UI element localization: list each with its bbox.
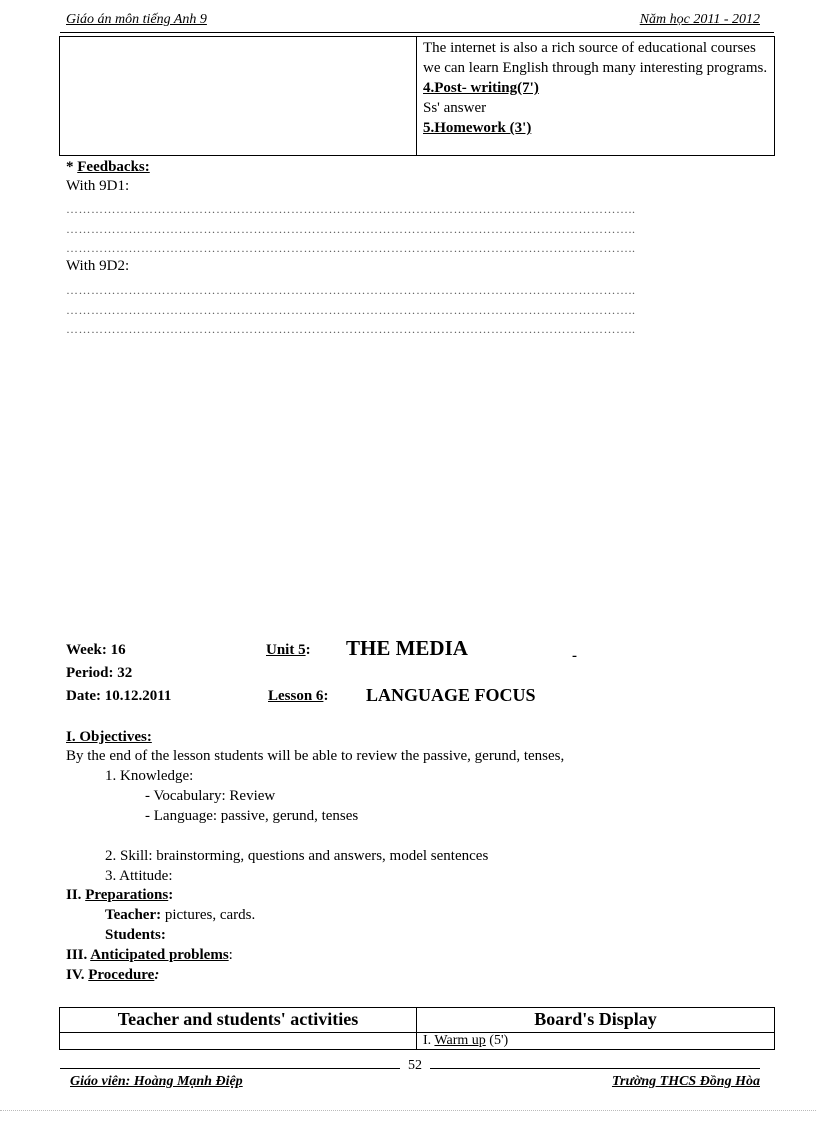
preparations-num: II. <box>66 887 86 903</box>
header-school-year: Năm học 2011 - 2012 <box>639 12 760 27</box>
procedure-table <box>59 1007 775 1050</box>
ss-answer-text: Ss' answer <box>423 100 487 116</box>
header-subject: Giáo án môn tiếng Anh 9 <box>66 12 207 27</box>
feedbacks-heading <box>66 159 150 176</box>
preparations-heading <box>66 887 173 904</box>
teacher-label: Teacher: <box>105 907 162 923</box>
unit-colon: : <box>305 642 311 658</box>
anticipated-heading <box>66 947 233 964</box>
attitude-item: 3. Attitude: <box>105 868 173 884</box>
top-table-right-cell <box>417 37 775 156</box>
lesson-line <box>268 688 328 705</box>
warm-up-time: (5') <box>485 1033 509 1048</box>
warm-up-title: Warm up <box>434 1033 486 1048</box>
page-bottom-border <box>0 1110 816 1111</box>
dotted-line: ……………………………………………………………………………………………………………………….. <box>66 283 636 297</box>
dotted-line: ……………………………………………………………………………………………………………………….. <box>66 322 636 336</box>
objectives-intro: By the end of the lesson students will be able to review the passive, gerund, tenses, <box>66 748 565 764</box>
dotted-line: ……………………………………………………………………………………………………………………….. <box>66 241 636 255</box>
footer-divider-left <box>60 1068 400 1069</box>
internet-text: The internet is also a rich source of educational courses we can learn English through many interesting programs. <box>423 40 768 76</box>
dotted-line: ……………………………………………………………………………………………………………………….. <box>66 222 636 236</box>
header-divider <box>60 32 774 33</box>
students-prep: Students: <box>105 927 166 943</box>
lesson-colon: : <box>323 688 329 704</box>
top-activities-table <box>59 36 775 156</box>
language-item: - Language: passive, gerund, tenses <box>145 808 359 824</box>
teacher-value: pictures, cards. <box>161 907 256 923</box>
anticipated-colon: : <box>228 947 233 963</box>
vocabulary-item: - Vocabulary: Review <box>145 788 276 804</box>
preparations-title: Preparations <box>85 887 169 903</box>
anticipated-num: III. <box>66 947 91 963</box>
lesson-label: Lesson 6 <box>268 688 324 704</box>
procedure-title: Procedure <box>88 967 155 983</box>
feedback-class-9d2: With 9D2: <box>66 258 130 274</box>
footer-divider-right <box>430 1068 760 1069</box>
date-line: Date: 10.12.2011 <box>66 688 172 704</box>
week-value: : 16 <box>101 642 126 658</box>
skill-item: 2. Skill: brainstorming, questions and answers, model sentences <box>105 848 489 864</box>
feedbacks-title: Feedbacks: <box>77 159 150 175</box>
footer-teacher: Giáo viên: Hoàng Mạnh Điệp <box>70 1074 243 1089</box>
feedback-class-9d1: With 9D1: <box>66 178 130 194</box>
unit-label: Unit 5 <box>266 642 306 658</box>
unit-title: THE MEDIA <box>346 636 468 660</box>
lesson-title: LANGUAGE FOCUS <box>366 685 536 705</box>
col-teacher-students: Teacher and students' activities <box>60 1008 417 1033</box>
feedbacks-star: * <box>66 159 78 175</box>
period-line: Period: 32 <box>66 665 133 681</box>
proc-table-left-cell <box>60 1033 417 1050</box>
dotted-line: ……………………………………………………………………………………………………………………….. <box>66 303 636 317</box>
objectives-heading: I. Objectives: <box>66 729 152 745</box>
anticipated-title: Anticipated problems <box>90 947 229 963</box>
post-writing-heading: 4.Post- writing(7') <box>423 80 539 96</box>
procedure-heading <box>66 967 159 984</box>
preparations-colon: : <box>168 887 174 903</box>
week-label: Week <box>66 642 102 658</box>
dotted-line: ……………………………………………………………………………………………………………………….. <box>66 202 636 216</box>
knowledge-item: 1. Knowledge: <box>105 768 194 784</box>
unit-mark: - <box>572 648 577 664</box>
footer-school: Trường THCS Đồng Hòa <box>611 1074 760 1089</box>
col-board-display: Board's Display <box>417 1008 775 1033</box>
homework-heading: 5.Homework (3') <box>423 120 532 136</box>
top-table-left-cell <box>60 37 417 156</box>
page-number: 52 <box>400 1058 430 1074</box>
week-line <box>66 642 126 659</box>
procedure-colon: : <box>154 967 160 983</box>
warm-up-cell <box>417 1033 775 1050</box>
warm-up-num: I. <box>423 1033 435 1048</box>
teacher-prep <box>105 907 255 924</box>
procedure-num: IV. <box>66 967 89 983</box>
unit-line <box>266 642 311 659</box>
